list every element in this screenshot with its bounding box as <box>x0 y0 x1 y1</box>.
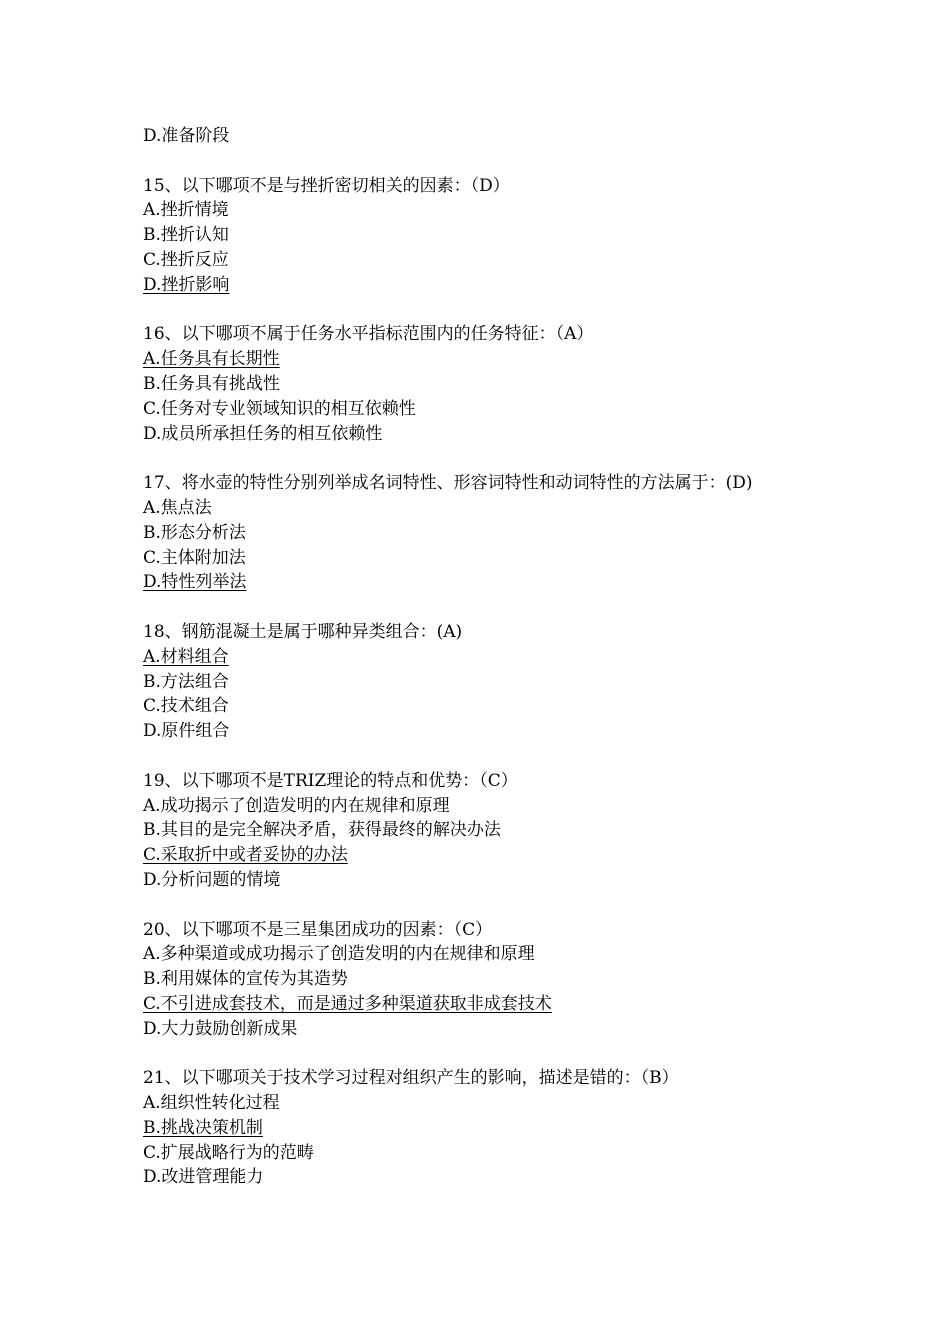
option-b: B.其目的是完全解决矛盾，获得最终的解决办法 <box>143 820 501 841</box>
question-19 <box>143 769 843 893</box>
option-b: B.利用媒体的宣传为其造势 <box>143 969 348 990</box>
option-c: C.任务对专业领域知识的相互依赖性 <box>143 398 416 419</box>
question-16 <box>143 322 843 446</box>
question-21 <box>143 1066 843 1190</box>
answer-option: D.特性列举法 <box>143 572 247 593</box>
option-d <box>143 273 843 298</box>
option-c: C.挫折反应 <box>143 249 229 270</box>
answer-option: D.挫折影响 <box>143 274 230 295</box>
option-b: B.方法组合 <box>143 671 229 692</box>
answer-option: B.挑战决策机制 <box>143 1117 263 1138</box>
lead-option: D.准备阶段 <box>143 126 230 146</box>
option-a: A.组织性转化过程 <box>143 1093 280 1114</box>
option-b <box>143 1116 843 1141</box>
option-d: D.大力鼓励创新成果 <box>143 1018 298 1039</box>
question-stem: 19、以下哪项不是TRIZ理论的特点和优势：（C） <box>143 770 518 791</box>
option-a: A.挫折情境 <box>143 200 229 221</box>
option-c <box>143 843 843 868</box>
answer-option: A.任务具有长期性 <box>143 349 280 370</box>
answer-option: C.不引进成套技术，而是通过多种渠道获取非成套技术 <box>143 993 552 1014</box>
option-c: C.主体附加法 <box>143 547 246 568</box>
option-d: D.分析问题的情境 <box>143 869 281 890</box>
option-b: B.挫折认知 <box>143 225 229 246</box>
option-d: D.原件组合 <box>143 721 230 742</box>
answer-option: A.材料组合 <box>143 646 229 667</box>
option-a: A.焦点法 <box>143 497 212 518</box>
option-c <box>143 992 843 1017</box>
question-stem: 16、以下哪项不属于任务水平指标范围内的任务特征：（A） <box>143 324 594 345</box>
question-stem: 20、以下哪项不是三星集团成功的因素：（C） <box>143 919 493 940</box>
option-d: D.改进管理能力 <box>143 1167 264 1188</box>
question-stem: 15、以下哪项不是与挫折密切相关的因素：（D） <box>143 175 510 196</box>
option-a: A.多种渠道或成功揭示了创造发明的内在规律和原理 <box>143 944 535 965</box>
option-a <box>143 347 843 372</box>
option-a: A.成功揭示了创造发明的内在规律和原理 <box>143 795 450 816</box>
option-b: B.形态分析法 <box>143 522 246 543</box>
question-20 <box>143 918 843 1042</box>
option-d <box>143 570 843 595</box>
option-a <box>143 645 843 670</box>
question-stem: 21、以下哪项关于技术学习过程对组织产生的影响，描述是错的：（B） <box>143 1068 679 1089</box>
question-15 <box>143 174 843 298</box>
answer-option: C.采取折中或者妥协的办法 <box>143 845 348 866</box>
question-17 <box>143 471 843 595</box>
question-stem: 18、钢筋混凝土是属于哪种异类组合：(A) <box>143 621 463 642</box>
option-c: C.技术组合 <box>143 696 229 717</box>
document-page <box>143 124 843 1190</box>
option-d: D.成员所承担任务的相互依赖性 <box>143 423 383 444</box>
option-b: B.任务具有挑战性 <box>143 373 280 394</box>
option-c: C.扩展战略行为的范畴 <box>143 1142 314 1163</box>
question-18 <box>143 620 843 744</box>
question-stem: 17、将水壶的特性分别列举成名词特性、形容词特性和动词特性的方法属于：(D) <box>143 473 753 494</box>
